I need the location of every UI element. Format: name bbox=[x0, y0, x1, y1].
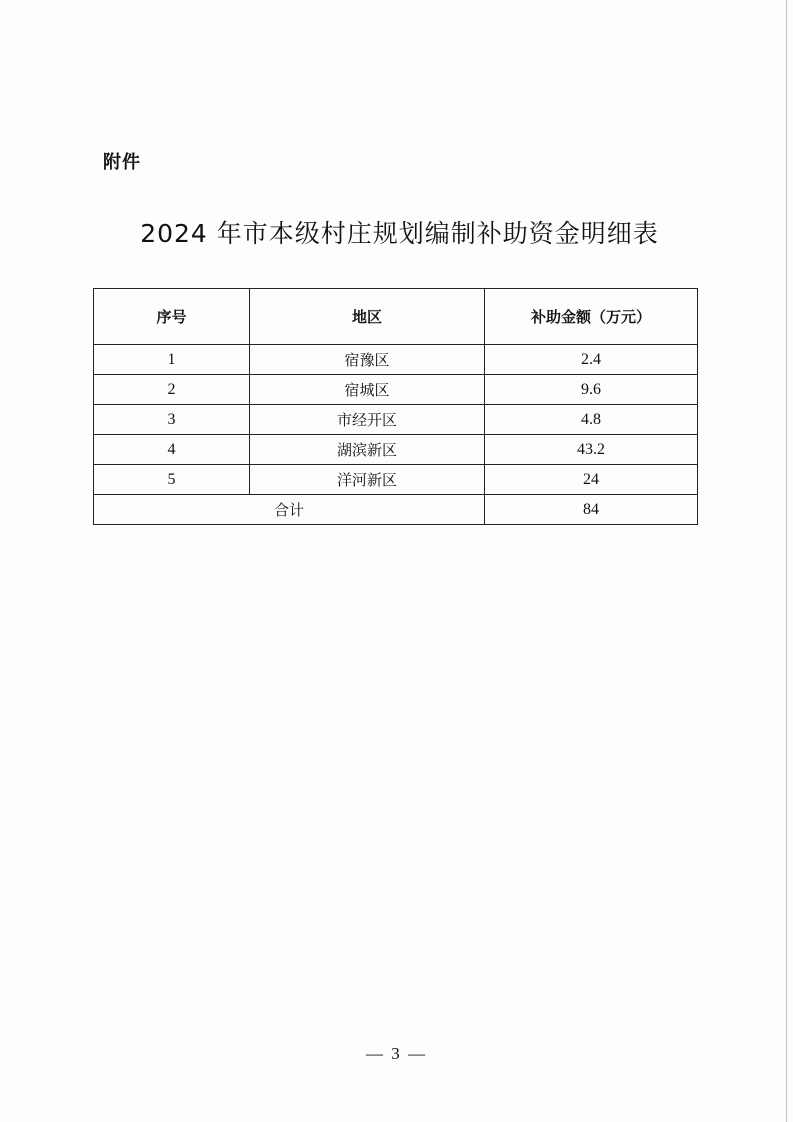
page-number: — 3 — bbox=[366, 1044, 427, 1063]
header-region: 地区 bbox=[250, 289, 485, 345]
attachment-label: 附件 bbox=[103, 152, 141, 173]
table-row bbox=[94, 465, 698, 495]
row-region: 宿豫区 bbox=[250, 345, 485, 375]
row-region: 宿城区 bbox=[250, 375, 485, 405]
row-amount: 4.8 bbox=[485, 405, 698, 435]
table-row bbox=[94, 345, 698, 375]
row-region: 洋河新区 bbox=[250, 465, 485, 495]
row-index: 5 bbox=[94, 465, 250, 495]
row-index: 4 bbox=[94, 435, 250, 465]
table-row bbox=[94, 435, 698, 465]
row-region: 湖滨新区 bbox=[250, 435, 485, 465]
total-amount: 84 bbox=[485, 495, 698, 525]
row-amount: 24 bbox=[485, 465, 698, 495]
table-header-row bbox=[94, 289, 698, 345]
total-label: 合计 bbox=[94, 495, 485, 525]
subsidy-table bbox=[93, 288, 698, 525]
row-index: 3 bbox=[94, 405, 250, 435]
header-index: 序号 bbox=[94, 289, 250, 345]
row-amount: 2.4 bbox=[485, 345, 698, 375]
row-region: 市经开区 bbox=[250, 405, 485, 435]
scan-edge-line bbox=[786, 0, 787, 1122]
total-row bbox=[94, 495, 698, 525]
table-row bbox=[94, 375, 698, 405]
document-title: 2024 年市本级村庄规划编制补助资金明细表 bbox=[140, 219, 659, 248]
row-index: 2 bbox=[94, 375, 250, 405]
header-amount: 补助金额（万元） bbox=[485, 289, 698, 345]
row-amount: 43.2 bbox=[485, 435, 698, 465]
row-amount: 9.6 bbox=[485, 375, 698, 405]
table-row bbox=[94, 405, 698, 435]
row-index: 1 bbox=[94, 345, 250, 375]
